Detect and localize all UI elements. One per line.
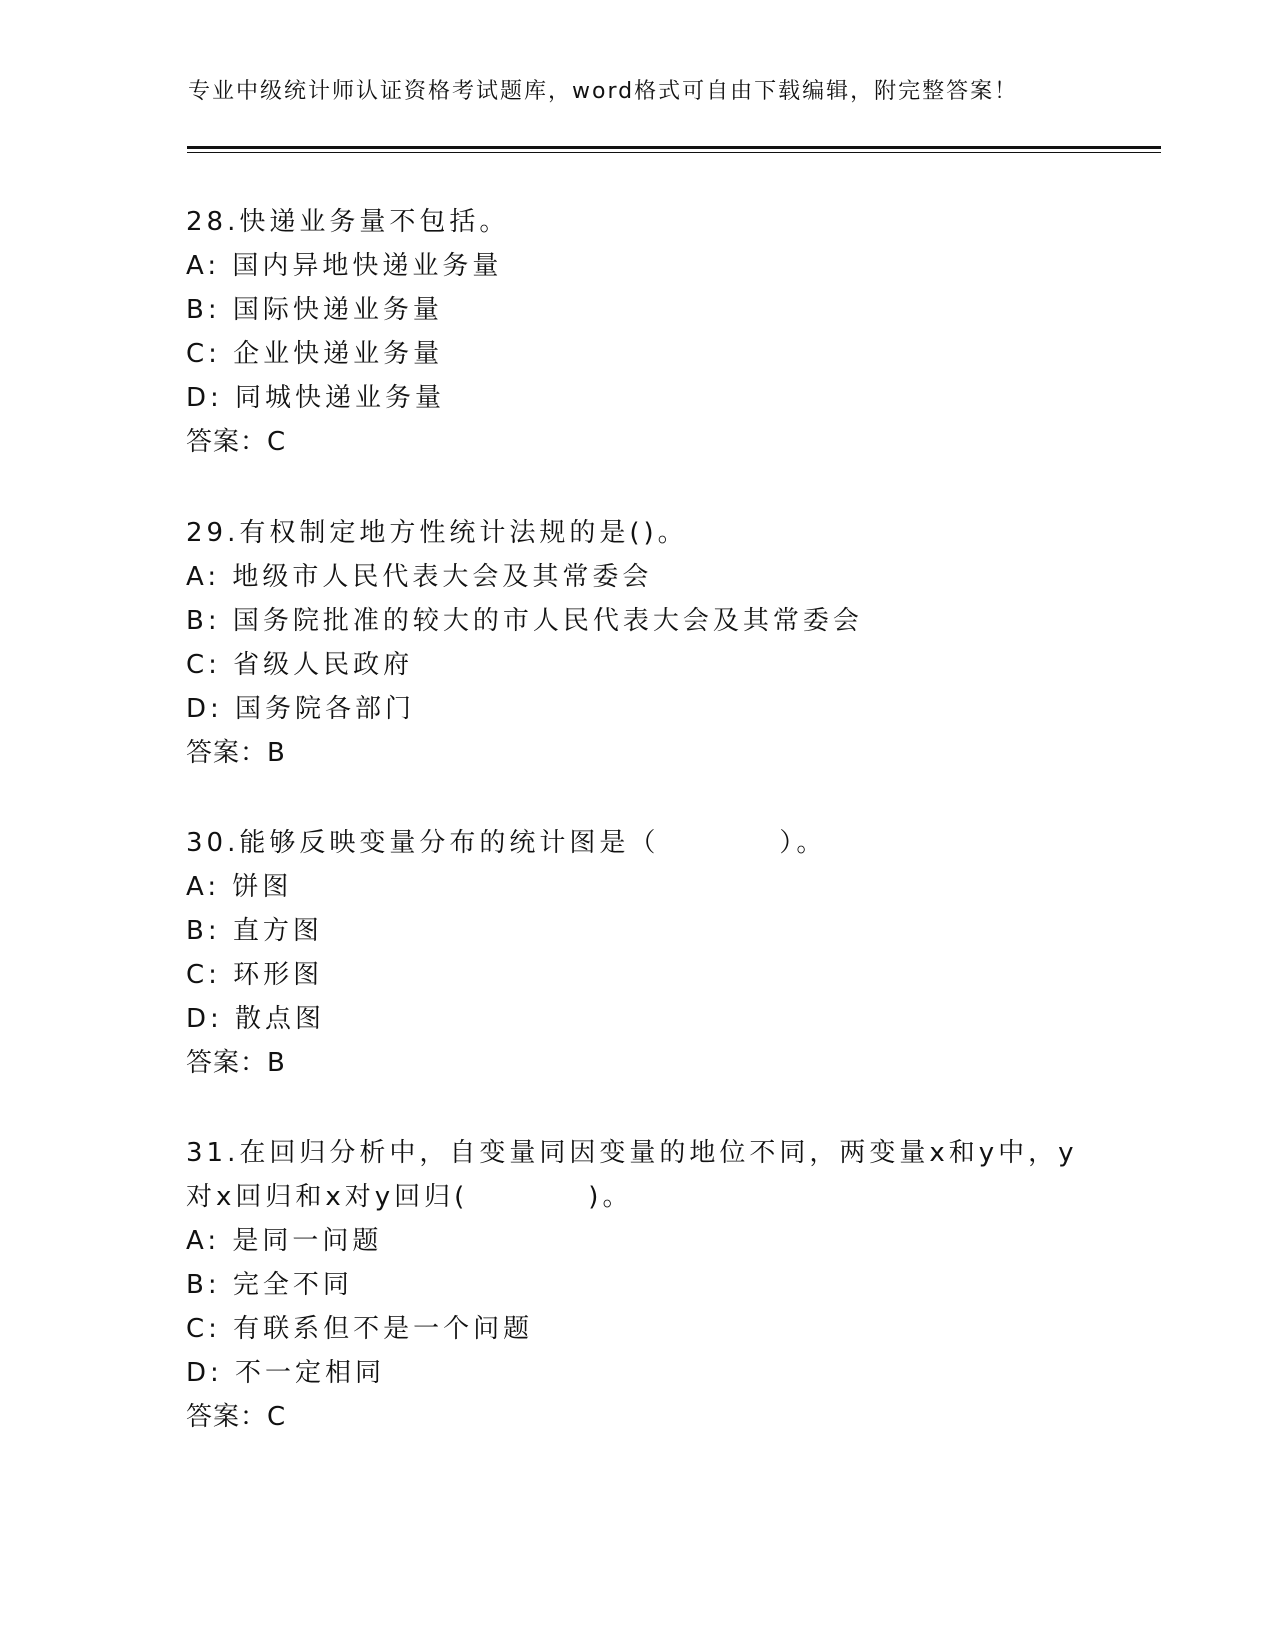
header-rule-thick: [187, 146, 1161, 149]
question-29-answer: 答案：B: [186, 738, 286, 768]
question-31-answer: 答案：C: [186, 1402, 287, 1432]
header-rule-thin: [187, 152, 1161, 153]
question-29-option-a: A: 地级市人民代表大会及其常委会: [186, 562, 653, 592]
question-28-option-d: D: 同城快递业务量: [186, 383, 446, 413]
question-29-option-b: B: 国务院批准的较大的市人民代表大会及其常委会: [186, 606, 863, 636]
question-30-option-c: C: 环形图: [186, 960, 324, 990]
question-28-option-c: C: 企业快递业务量: [186, 339, 444, 369]
question-31-option-c: C: 有联系但不是一个问题: [186, 1314, 534, 1344]
question-29-stem: 29.有权制定地方性统计法规的是()。: [186, 518, 688, 548]
question-30-option-d: D: 散点图: [186, 1004, 326, 1034]
question-29-option-d: D: 国务院各部门: [186, 694, 416, 724]
question-31-option-d: D: 不一定相同: [186, 1358, 386, 1388]
question-28-option-a: A: 国内异地快递业务量: [186, 251, 503, 281]
question-30-answer: 答案：B: [186, 1048, 286, 1078]
question-31-stem-line1: 31.在回归分析中，自变量同因变量的地位不同，两变量x和y中，y: [186, 1138, 1078, 1168]
question-28-answer: 答案：C: [186, 427, 287, 457]
question-31-stem-line2: 对x回归和x对y回归( )。: [186, 1182, 633, 1212]
question-30-stem: 30.能够反映变量分布的统计图是（ ）。: [186, 828, 827, 858]
question-31-option-a: A: 是同一问题: [186, 1226, 383, 1256]
question-31-option-b: B: 完全不同: [186, 1270, 353, 1300]
question-30-option-b: B: 直方图: [186, 916, 323, 946]
question-29-option-c: C: 省级人民政府: [186, 650, 414, 680]
question-28-stem: 28.快递业务量不包括。: [186, 207, 510, 237]
page-header: 专业中级统计师认证资格考试题库，word格式可自由下载编辑，附完整答案！: [188, 79, 1019, 104]
question-28-option-b: B: 国际快递业务量: [186, 295, 443, 325]
question-30-option-a: A: 饼图: [186, 872, 293, 902]
